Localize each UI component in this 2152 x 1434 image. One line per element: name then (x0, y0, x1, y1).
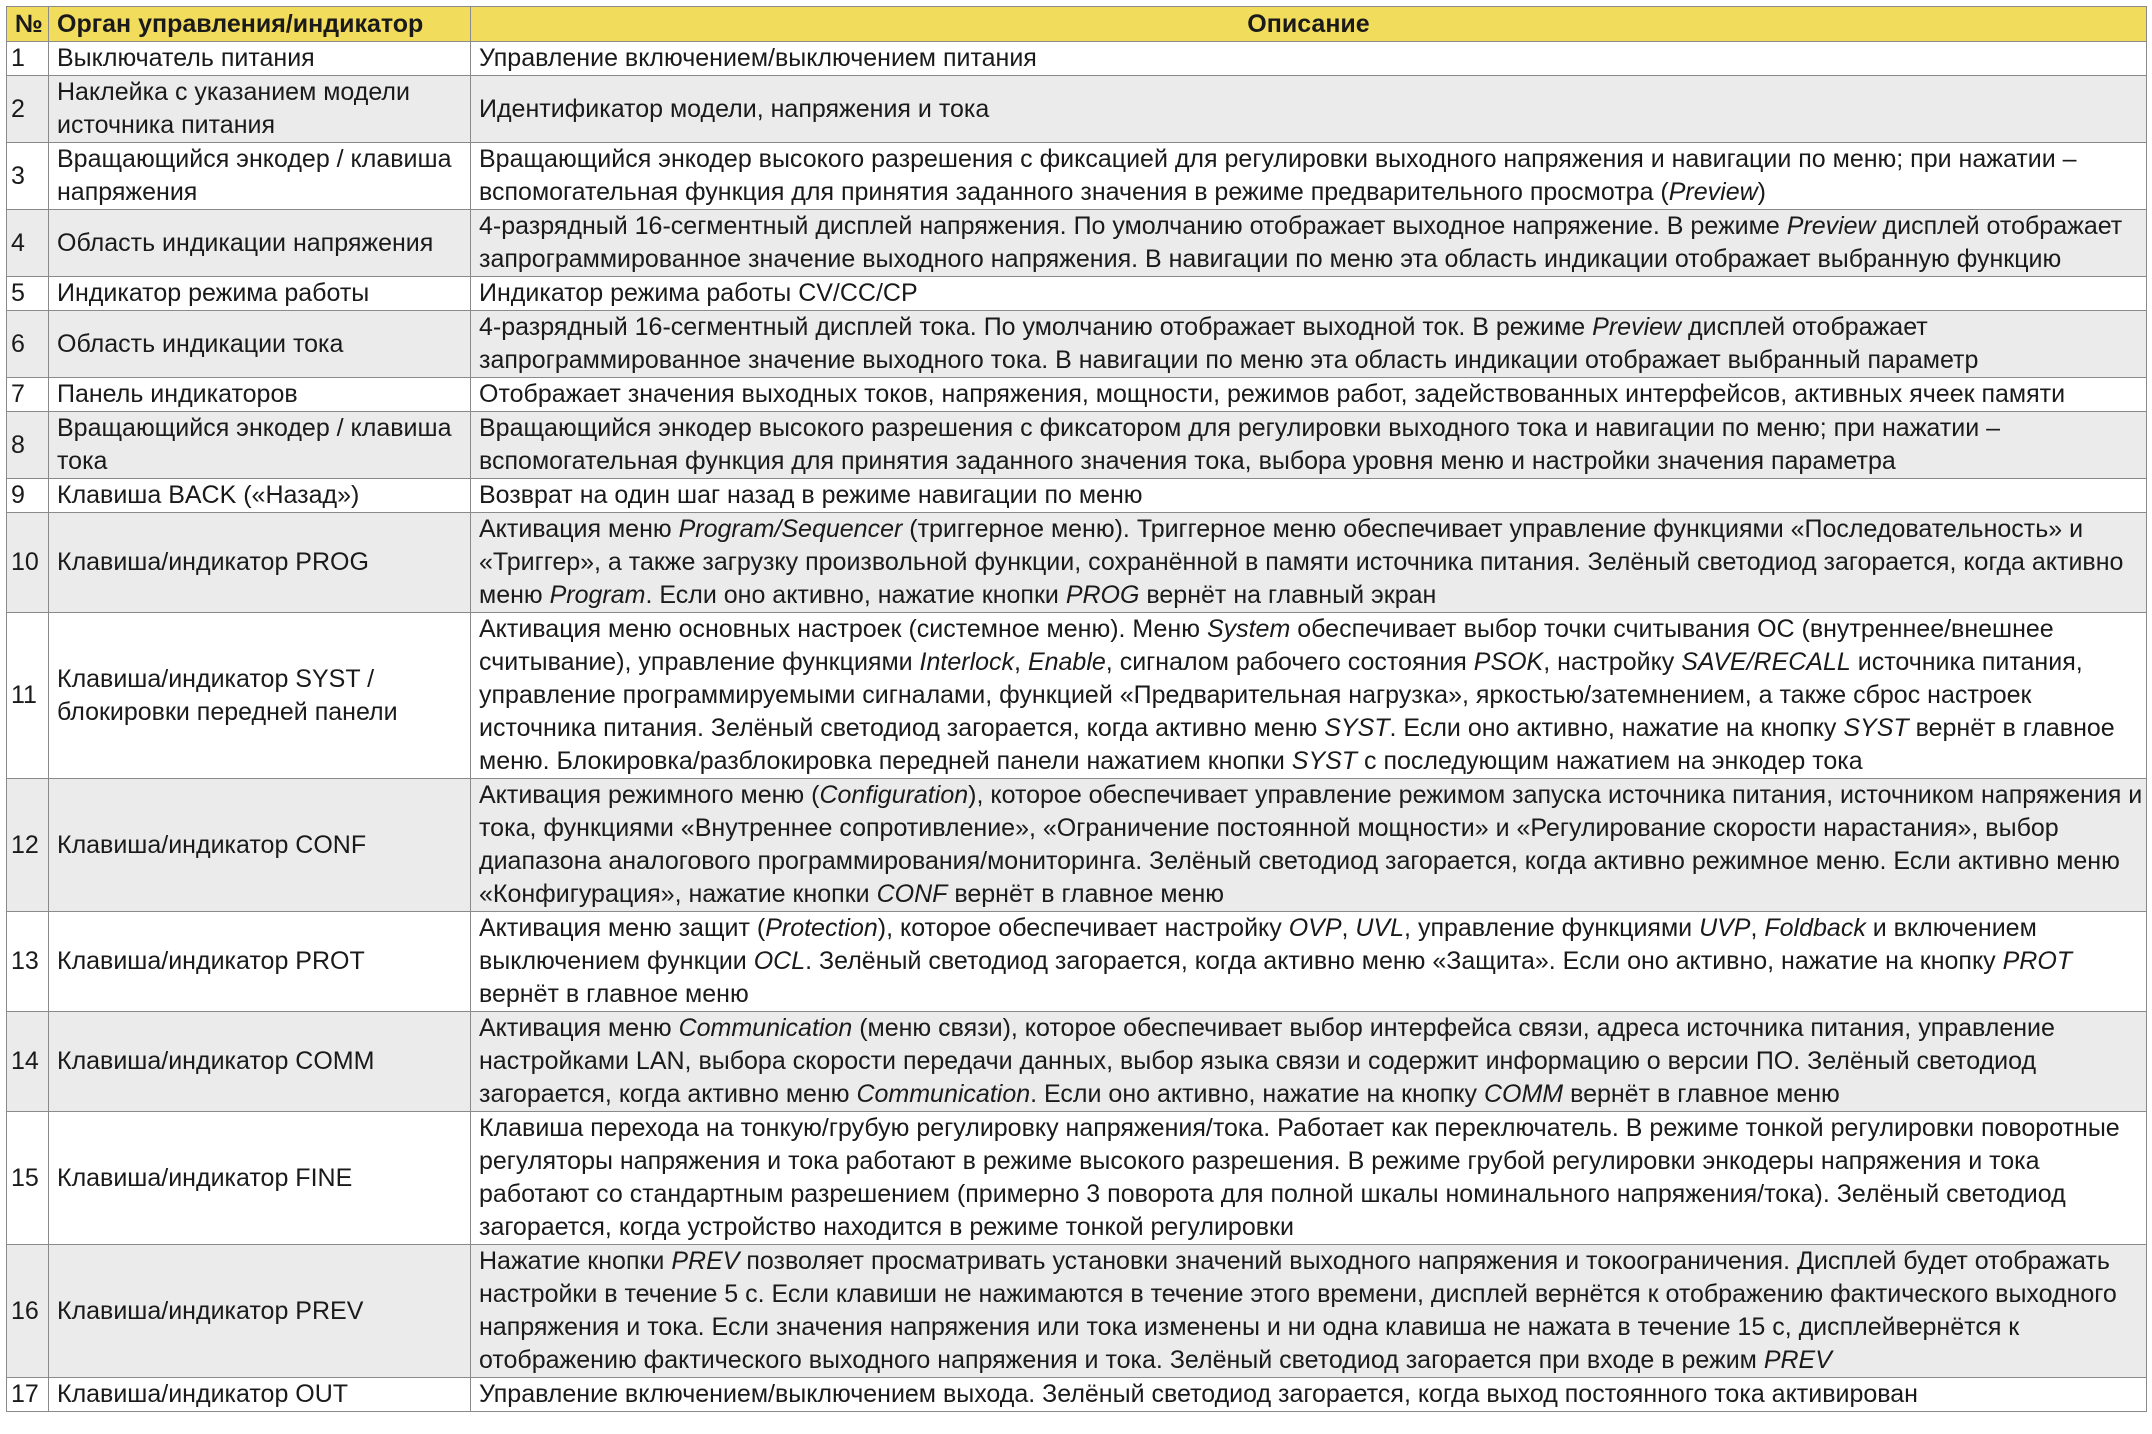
table-row (7, 42, 2147, 76)
row-number: 11 (7, 613, 49, 779)
table-body (7, 42, 2147, 1412)
row-number: 2 (7, 76, 49, 143)
row-control: Клавиша BACK («Назад») (49, 479, 471, 513)
row-control: Клавиша/индикатор PROT (49, 912, 471, 1012)
row-description: Управление включением/выключением питания (471, 42, 2147, 76)
header-description: Описание (471, 7, 2147, 42)
row-description: Активация меню Communication (меню связи), которое обеспечивает выбор интерфейса связи, адреса источника питания, управление настройками LAN, выбора скорости передачи данных, выбор языка связи и содержит информацию о версии ПО. Зелёный светодиод загорается, когда активно меню Communication. Если оно активно, нажатие на кнопку COMM вернёт в главное меню (471, 1012, 2147, 1112)
row-description: Возврат на один шаг назад в режиме навигации по меню (471, 479, 2147, 513)
row-number: 16 (7, 1245, 49, 1378)
row-description: Идентификатор модели, напряжения и тока (471, 76, 2147, 143)
row-description: Клавиша перехода на тонкую/грубую регулировку напряжения/тока. Работает как переключатель. В режиме тонкой регулировки поворотные регуляторы напряжения и тока работают в режиме высокого разрешения. В режиме грубой регулировки энкодеры напряжения и тока работают со стандартным разрешением (примерно 3 поворота для полной шкалы номинального напряжения/тока). Зелёный светодиод загорается, когда устройство находится в режиме тонкой регулировки (471, 1112, 2147, 1245)
row-control: Клавиша/индикатор PREV (49, 1245, 471, 1378)
table-row (7, 1245, 2147, 1378)
table-row (7, 412, 2147, 479)
table-row (7, 378, 2147, 412)
table-row (7, 143, 2147, 210)
table-row (7, 613, 2147, 779)
table-row (7, 1378, 2147, 1412)
row-control: Выключатель питания (49, 42, 471, 76)
row-control: Клавиша/индикатор SYST / блокировки передней панели (49, 613, 471, 779)
row-description: Управление включением/выключением выхода. Зелёный светодиод загорается, когда выход постоянного тока активирован (471, 1378, 2147, 1412)
row-number: 9 (7, 479, 49, 513)
row-control: Клавиша/индикатор CONF (49, 779, 471, 912)
row-number: 5 (7, 277, 49, 311)
row-description: Индикатор режима работы CV/CC/CP (471, 277, 2147, 311)
row-control: Область индикации тока (49, 311, 471, 378)
row-description: 4-разрядный 16-сегментный дисплей тока. По умолчанию отображает выходной ток. В режиме Preview дисплей отображает запрограммированное значение выходного тока. В навигации по меню эта область индикации отображает выбранный параметр (471, 311, 2147, 378)
row-control: Клавиша/индикатор FINE (49, 1112, 471, 1245)
row-number: 1 (7, 42, 49, 76)
table-row (7, 311, 2147, 378)
row-number: 15 (7, 1112, 49, 1245)
row-control: Вращающийся энкодер / клавиша тока (49, 412, 471, 479)
row-description: Активация меню Program/Sequencer (триггерное меню). Триггерное меню обеспечивает управление функциями «Последовательность» и «Триггер», а также загрузку произвольной функции, сохранённой в памяти источника питания. Зелёный светодиод загорается, когда активно меню Program. Если оно активно, нажатие кнопки PROG вернёт на главный экран (471, 513, 2147, 613)
table-row (7, 912, 2147, 1012)
row-control: Клавиша/индикатор PROG (49, 513, 471, 613)
row-number: 10 (7, 513, 49, 613)
row-description: 4-разрядный 16-сегментный дисплей напряжения. По умолчанию отображает выходное напряжение. В режиме Preview дисплей отображает запрограммированное значение выходного напряжения. В навигации по меню эта область индикации отображает выбранную функцию (471, 210, 2147, 277)
row-control: Клавиша/индикатор OUT (49, 1378, 471, 1412)
controls-indicators-table (6, 6, 2147, 1412)
row-description: Вращающийся энкодер высокого разрешения с фиксацией для регулировки выходного напряжения и навигации по меню; при нажатии – вспомогательная функция для принятия заданного значения в режиме предварительного просмотра (Preview) (471, 143, 2147, 210)
row-number: 4 (7, 210, 49, 277)
row-control: Панель индикаторов (49, 378, 471, 412)
row-description: Активация меню защит (Protection), которое обеспечивает настройку OVP, UVL, управление функциями UVP, Foldback и включением выключением функции OCL. Зелёный светодиод загорается, когда активно меню «Защита». Если оно активно, нажатие на кнопку PROT вернёт в главное меню (471, 912, 2147, 1012)
table-row (7, 76, 2147, 143)
row-number: 8 (7, 412, 49, 479)
row-number: 14 (7, 1012, 49, 1112)
row-control: Индикатор режима работы (49, 277, 471, 311)
row-number: 6 (7, 311, 49, 378)
row-description: Вращающийся энкодер высокого разрешения с фиксатором для регулировки выходного тока и навигации по меню; при нажатии – вспомогательная функция для принятия заданного значения тока, выбора уровня меню и настройки значения параметра (471, 412, 2147, 479)
spec-table-container (6, 6, 2146, 1412)
row-control: Клавиша/индикатор COMM (49, 1012, 471, 1112)
table-row (7, 277, 2147, 311)
table-row (7, 1012, 2147, 1112)
table-row (7, 210, 2147, 277)
row-number: 17 (7, 1378, 49, 1412)
row-control: Вращающийся энкодер / клавиша напряжения (49, 143, 471, 210)
table-row (7, 479, 2147, 513)
row-description: Активация режимного меню (Configuration), которое обеспечивает управление режимом запуска источника питания, источником напряжения и тока, функциями «Внутреннее сопротивление», «Ограничение постоянной мощности» и «Регулирование скорости нарастания», выбор диапазона аналогового программирования/мониторинга. Зелёный светодиод загорается, когда активно режимное меню. Если активно меню «Конфигурация», нажатие кнопки CONF вернёт в главное меню (471, 779, 2147, 912)
row-number: 7 (7, 378, 49, 412)
header-control: Орган управления/индикатор (49, 7, 471, 42)
table-header-row (7, 7, 2147, 42)
row-description: Активация меню основных настроек (системное меню). Меню System обеспечивает выбор точки считывания ОС (внутреннее/внешнее считывание), управление функциями Interlock, Enable, сигналом рабочего состояния PSOK, настройку SAVE/RECALL источника питания, управление программируемыми сигналами, функцией «Предварительная нагрузка», яркостью/затемнением, а также сброс настроек источника питания. Зелёный светодиод загорается, когда активно меню SYST. Если оно активно, нажатие на кнопку SYST вернёт в главное меню. Блокировка/разблокировка передней панели нажатием кнопки SYST с последующим нажатием на энкодер тока (471, 613, 2147, 779)
table-row (7, 1112, 2147, 1245)
row-number: 13 (7, 912, 49, 1012)
row-control: Наклейка с указанием модели источника питания (49, 76, 471, 143)
row-control: Область индикации напряжения (49, 210, 471, 277)
row-description: Нажатие кнопки PREV позволяет просматривать установки значений выходного напряжения и токоограничения. Дисплей будет отображать настройки в течение 5 с. Если клавиши не нажимаются в течение этого времени, дисплей вернётся к отображению фактического выходного напряжения и тока. Если значения напряжения или тока изменены и ни одна клавиша не нажата в течение 15 с, дисплейвернётся к отображению фактического выходного напряжения и тока. Зелёный светодиод загорается при входе в режим PREV (471, 1245, 2147, 1378)
table-row (7, 779, 2147, 912)
row-number: 12 (7, 779, 49, 912)
header-num: № (7, 7, 49, 42)
row-number: 3 (7, 143, 49, 210)
table-row (7, 513, 2147, 613)
row-description: Отображает значения выходных токов, напряжения, мощности, режимов работ, задействованных интерфейсов, активных ячеек памяти (471, 378, 2147, 412)
